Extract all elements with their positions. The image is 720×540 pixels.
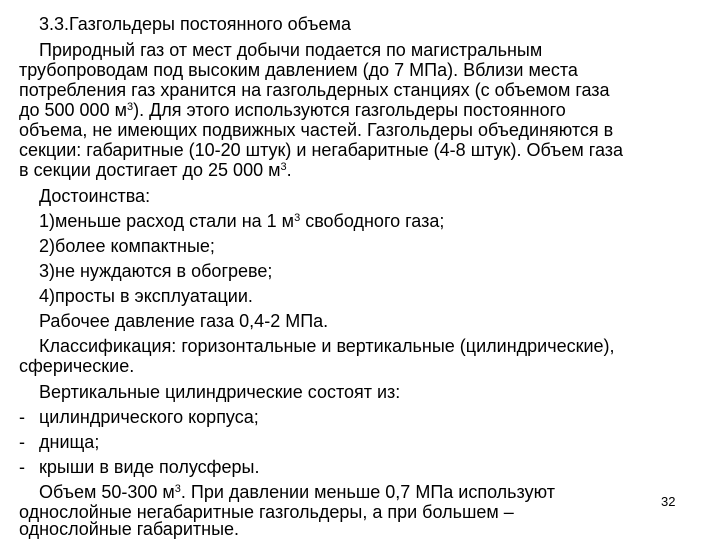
list-item: крыши в виде полусферы. [39, 457, 260, 477]
advantages-title: Достоинства: [39, 186, 151, 206]
classification-line-1: Классификация: горизонтальные и вертикальные (цилиндрические), [39, 336, 615, 356]
intro-line-1: Природный газ от мест добычи подается по магистральным [39, 40, 543, 60]
volume-line-1-text: Объем 50-300 м [39, 482, 175, 502]
superscript: 3 [294, 212, 301, 224]
list-item: цилиндрического корпуса; [39, 407, 259, 427]
heading: 3.3.Газгольдеры постоянного объема [39, 14, 351, 34]
vertical-title: Вертикальные цилиндрические состоят из: [39, 382, 401, 402]
intro-line-3: потребления газ хранится на газгольдерных станциях (с объемом газа [19, 80, 610, 100]
list-item: днища; [39, 432, 100, 452]
list-bullet: - [19, 407, 25, 427]
classification-line-2: сферические. [19, 356, 135, 376]
advantage-2: 2)более компактные; [39, 236, 215, 256]
pressure-line: Рабочее давление газа 0,4-2 МПа. [39, 311, 329, 331]
intro-line-4-text: до 500 000 м [19, 100, 127, 120]
intro-line-6: секции: габаритные (10-20 штук) и негабаритные (4-8 штук). Объем газа [19, 140, 624, 160]
advantage-1 [39, 211, 444, 231]
intro-line-4-rest: ). Для этого используются газгольдеры постоянного [133, 100, 566, 120]
intro-line-5: объема, не имеющих подвижных частей. Газгольдеры объединяются в [19, 120, 614, 140]
volume-line-2: однослойные негабаритные газгольдеры, а при большем – [19, 502, 514, 522]
list-bullet: - [19, 457, 25, 477]
superscript: 3 [174, 483, 181, 495]
advantage-3: 3)не нуждаются в обогреве; [39, 261, 273, 281]
volume-line-1 [39, 482, 555, 502]
superscript: 3 [280, 161, 287, 173]
page-number: 32 [661, 494, 676, 509]
advantage-4: 4)просты в эксплуатации. [39, 286, 253, 306]
list-bullet: - [19, 432, 25, 452]
intro-line-7 [19, 160, 292, 180]
advantage-1-text: 1)меньше расход стали на 1 м [39, 211, 295, 231]
intro-line-4 [19, 100, 566, 120]
intro-line-7-rest: . [286, 160, 292, 180]
volume-line-3: однослойные габаритные. [19, 519, 240, 539]
superscript: 3 [126, 101, 134, 113]
volume-line-1-rest: . При давлении меньше 0,7 МПа используют [180, 482, 555, 502]
intro-line-7-text: в секции достигает до 25 000 м [19, 160, 281, 180]
advantage-1-rest: свободного газа; [300, 211, 445, 231]
intro-line-2: трубопроводам под высоким давлением (до 7 МПа). Вблизи места [19, 60, 578, 80]
